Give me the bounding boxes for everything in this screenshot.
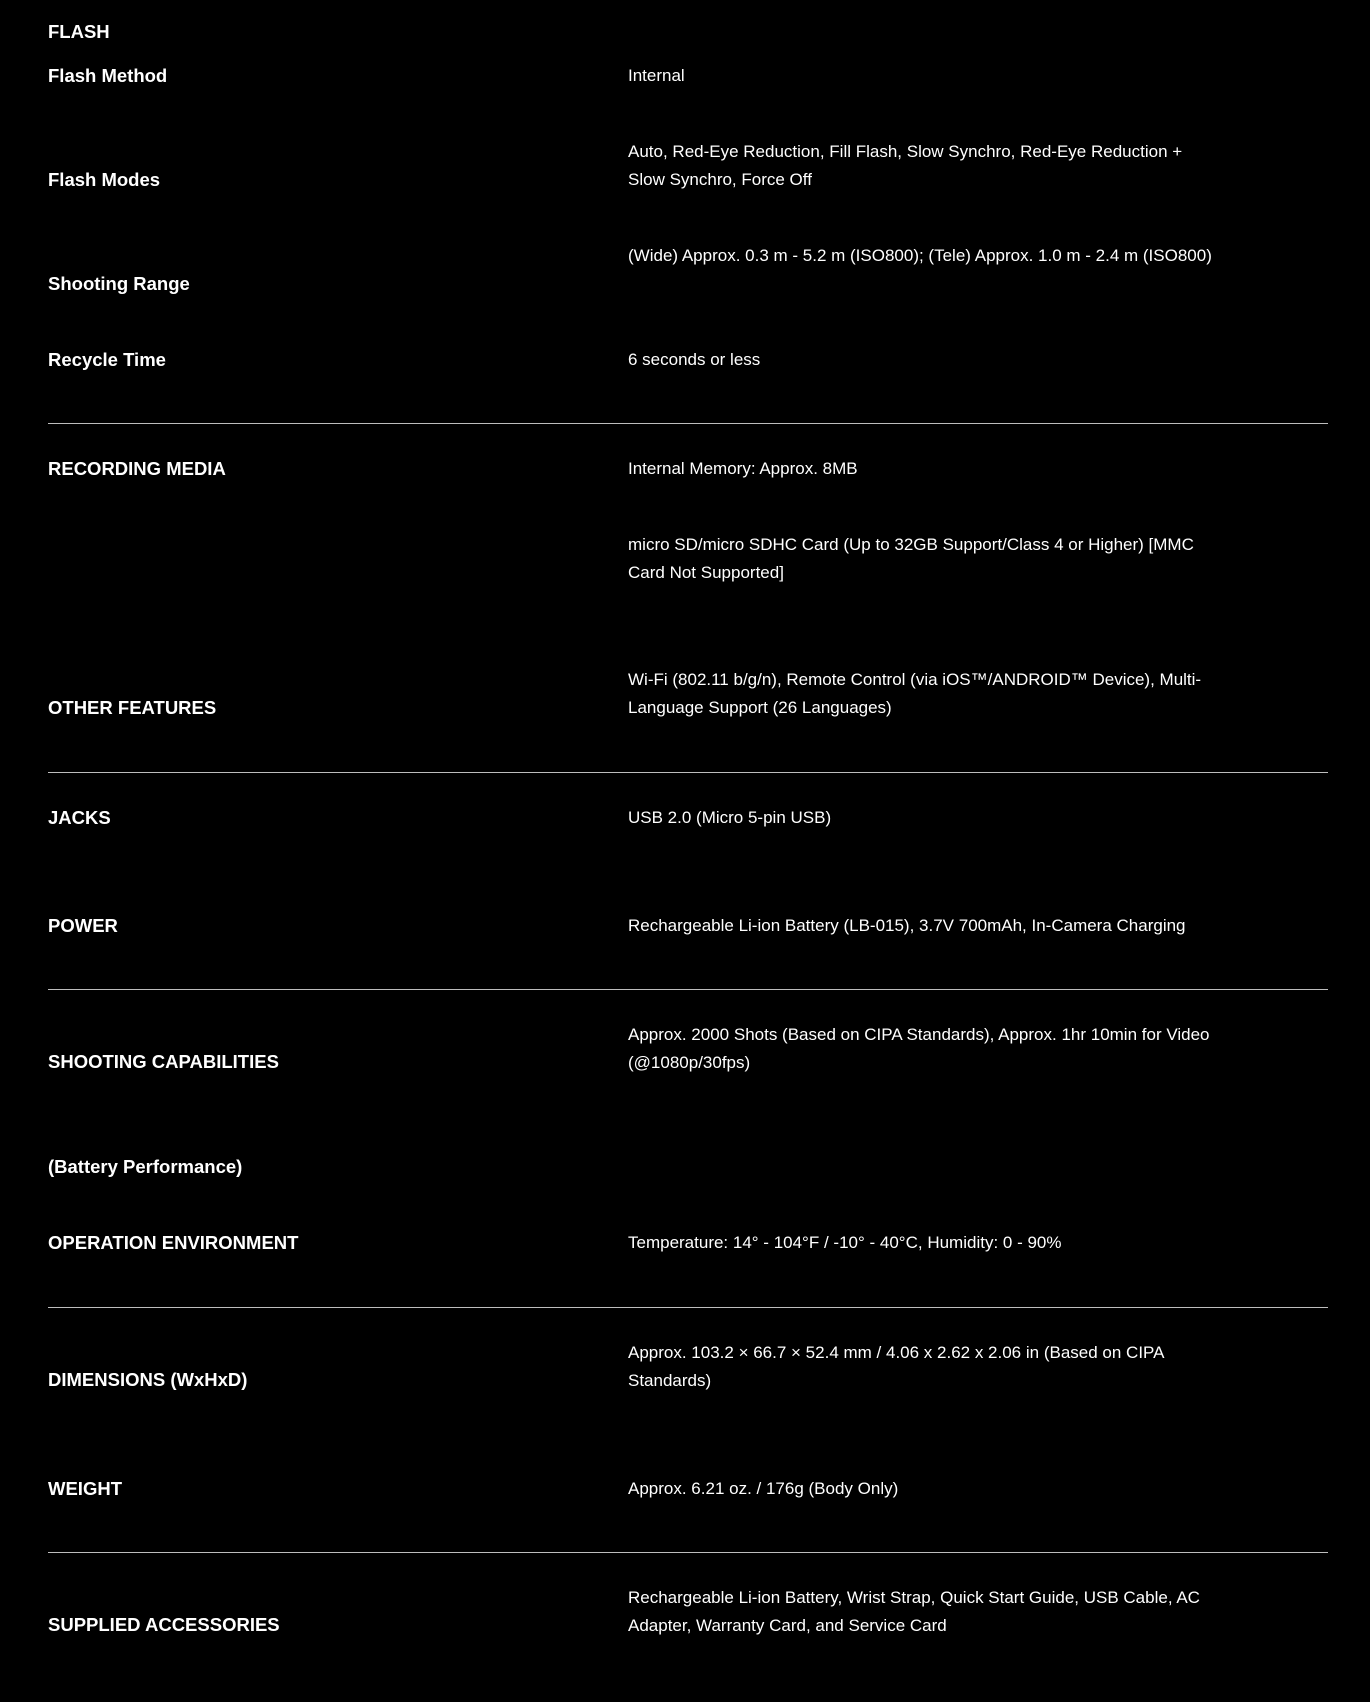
section-divider [48,1307,1328,1308]
shooting-capabilities-label: SHOOTING CAPABILITIES [48,1051,279,1072]
flash-method-value: Internal [628,66,685,85]
flash-modes-value: Auto, Red-Eye Reduction, Fill Flash, Slow Synchro, Red-Eye Reduction + Slow Synchro, Force Off [628,142,1183,189]
shooting-range-value: (Wide) Approx. 0.3 m - 5.2 m (ISO800); (Tele) Approx. 1.0 m - 2.4 m (ISO800) [628,246,1212,265]
jacks-label: JACKS [48,807,111,828]
dimensions-label: DIMENSIONS (WxHxD) [48,1369,248,1390]
operation-environment-label: OPERATION ENVIRONMENT [48,1232,299,1253]
spec-sheet [48,0,1328,1702]
recording-media-card-value: micro SD/micro SDHC Card (Up to 32GB Support/Class 4 or Higher) [MMC Card Not Supported] [628,535,1194,582]
section-divider [48,423,1328,424]
section-divider [48,989,1328,990]
shooting-range-label: Shooting Range [48,273,190,294]
recording-media-internal-value: Internal Memory: Approx. 8MB [628,459,858,478]
shooting-capabilities-value: Approx. 2000 Shots (Based on CIPA Standards), Approx. 1hr 10min for Video (@1080p/30fps) [628,1025,1210,1072]
recycle-time-label: Recycle Time [48,349,166,370]
power-label: POWER [48,915,118,936]
weight-value: Approx. 6.21 oz. / 176g (Body Only) [628,1479,899,1498]
recording-media-label: RECORDING MEDIA [48,458,226,479]
flash-heading: FLASH [48,21,110,42]
flash-method-label: Flash Method [48,65,168,86]
flash-modes-label: Flash Modes [48,169,161,190]
jacks-value: USB 2.0 (Micro 5-pin USB) [628,808,832,827]
weight-label: WEIGHT [48,1478,122,1499]
section-divider [48,1552,1328,1553]
power-value: Rechargeable Li-ion Battery (LB-015), 3.7V 700mAh, In-Camera Charging [628,916,1186,935]
supplied-accessories-value: Rechargeable Li-ion Battery, Wrist Strap, Quick Start Guide, USB Cable, AC Adapter, Warranty Card, and Service Card [628,1588,1200,1635]
supplied-accessories-label: SUPPLIED ACCESSORIES [48,1614,280,1635]
battery-performance-label: (Battery Performance) [48,1156,243,1177]
operation-environment-value: Temperature: 14° - 104°F / -10° - 40°C, Humidity: 0 - 90% [628,1233,1062,1252]
dimensions-value: Approx. 103.2 × 66.7 × 52.4 mm / 4.06 x 2.62 x 2.06 in (Based on CIPA Standards) [628,1343,1164,1390]
other-features-label: OTHER FEATURES [48,697,217,718]
section-divider [48,772,1328,773]
other-features-value: Wi-Fi (802.11 b/g/n), Remote Control (via iOS™/ANDROID™ Device), Multi-Language Support (26 Languages) [628,670,1202,717]
recycle-time-value: 6 seconds or less [628,350,761,369]
